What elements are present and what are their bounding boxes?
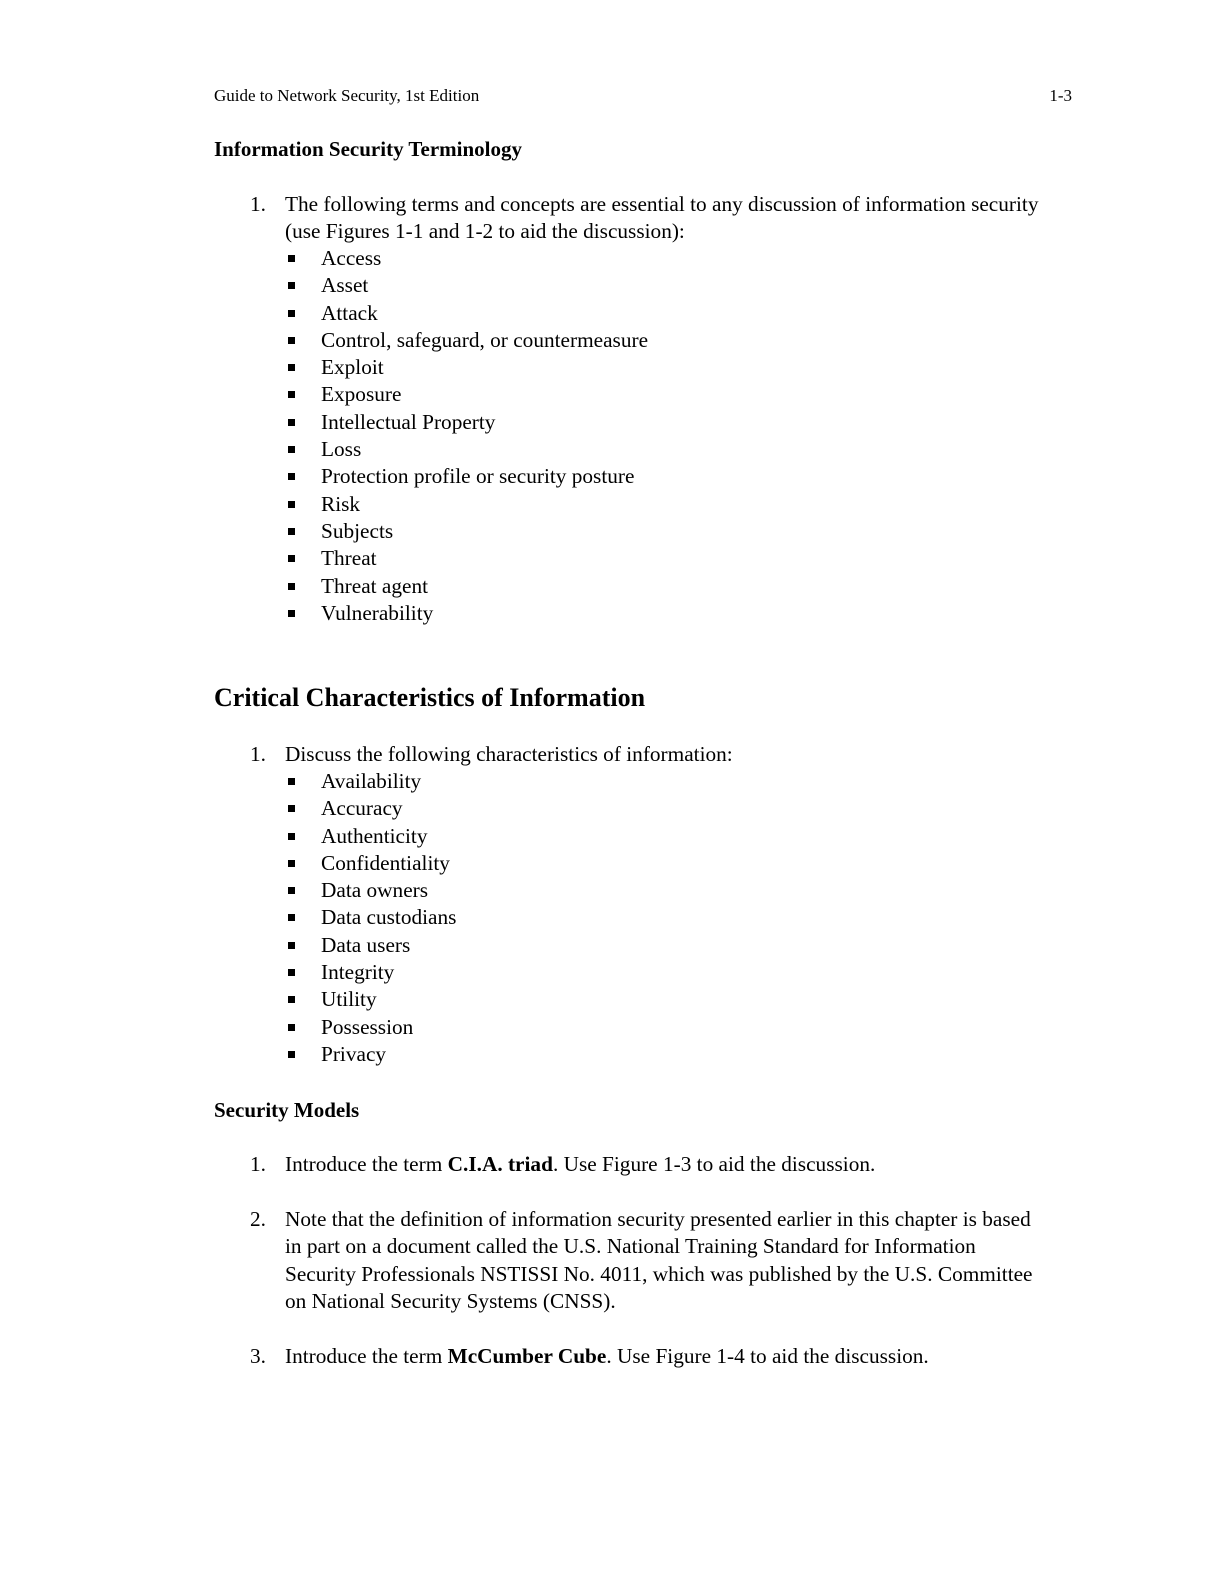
list-item: Control, safeguard, or countermeasure — [286, 327, 648, 354]
security-models-item-1: 1. Introduce the term C.I.A. triad. Use Figure 1-3 to aid the discussion. — [250, 1151, 1130, 1178]
list-item: Access — [286, 245, 648, 272]
item-number: 2. — [250, 1207, 266, 1231]
item-number: 3. — [250, 1344, 266, 1368]
terminology-list — [286, 245, 648, 627]
bullet-square-icon — [288, 1051, 295, 1058]
list-item: Intellectual Property — [286, 409, 648, 436]
bullet-square-icon — [288, 255, 295, 262]
bullet-square-icon — [288, 778, 295, 785]
bullet-square-icon — [288, 337, 295, 344]
bullet-square-icon — [288, 473, 295, 480]
list-item: Risk — [286, 491, 648, 518]
bullet-square-icon — [288, 391, 295, 398]
item-number: 1. — [250, 192, 266, 216]
document-title: Guide to Network Security, 1st Edition — [214, 86, 480, 105]
list-item: Utility — [286, 986, 456, 1013]
bullet-square-icon — [288, 555, 295, 562]
list-item: Exposure — [286, 381, 648, 408]
section-heading-terminology: Information Security Terminology — [214, 137, 522, 161]
list-item: Privacy — [286, 1041, 456, 1068]
bullet-square-icon — [288, 310, 295, 317]
security-models-item-2: 2. Note that the definition of information security presented earlier in this chapter is based in part on a document called the U.S. National Training Standard for Information Security Professionals NSTISSI No. 4011, which was published by the U.S. Committee on National Security Systems (CNSS). — [250, 1207, 1033, 1313]
list-item: Accuracy — [286, 795, 456, 822]
list-item: Confidentiality — [286, 850, 456, 877]
list-item: Threat — [286, 545, 648, 572]
bullet-square-icon — [288, 364, 295, 371]
characteristics-list — [286, 768, 456, 1068]
list-item: Possession — [286, 1014, 456, 1041]
list-item: Vulnerability — [286, 600, 648, 627]
item-text: Discuss the following characteristics of information: — [285, 742, 733, 766]
bullet-square-icon — [288, 446, 295, 453]
section-heading-characteristics: Critical Characteristics of Information — [214, 683, 646, 712]
terminology-item-1 — [250, 191, 1130, 246]
list-item: Threat agent — [286, 573, 648, 600]
security-models-item-3: 3. Introduce the term McCumber Cube. Use Figure 1-4 to aid the discussion. — [250, 1343, 1130, 1370]
characteristics-item-1 — [250, 741, 1130, 768]
bullet-square-icon — [288, 833, 295, 840]
bullet-square-icon — [288, 914, 295, 921]
item-number: 1. — [250, 1152, 266, 1176]
list-item: Subjects — [286, 518, 648, 545]
item-number: 1. — [250, 742, 266, 766]
list-item: Exploit — [286, 354, 648, 381]
bullet-square-icon — [288, 942, 295, 949]
section-heading-security-models: Security Models — [214, 1098, 360, 1122]
bullet-square-icon — [288, 996, 295, 1003]
list-item: Asset — [286, 272, 648, 299]
bullet-square-icon — [288, 583, 295, 590]
term-mccumber-cube: McCumber Cube — [447, 1344, 607, 1368]
list-item: Attack — [286, 300, 648, 327]
page-number: 1-3 — [1049, 86, 1072, 105]
bullet-square-icon — [288, 610, 295, 617]
bullet-square-icon — [288, 860, 295, 867]
list-item: Integrity — [286, 959, 456, 986]
list-item: Data owners — [286, 877, 456, 904]
bullet-square-icon — [288, 805, 295, 812]
bullet-square-icon — [288, 282, 295, 289]
bullet-square-icon — [288, 528, 295, 535]
bullet-square-icon — [288, 969, 295, 976]
term-cia-triad: C.I.A. triad — [447, 1152, 553, 1176]
bullet-square-icon — [288, 419, 295, 426]
list-item: Protection profile or security posture — [286, 463, 648, 490]
list-item: Authenticity — [286, 823, 456, 850]
item-text-line-1: The following terms and concepts are essential to any discussion of information security — [285, 192, 1039, 216]
list-item: Loss — [286, 436, 648, 463]
list-item: Data users — [286, 932, 456, 959]
list-item: Data custodians — [286, 904, 456, 931]
bullet-square-icon — [288, 501, 295, 508]
bullet-square-icon — [288, 887, 295, 894]
page-header — [214, 86, 1072, 106]
item-text-line-2: (use Figures 1-1 and 1-2 to aid the discussion): — [285, 219, 685, 244]
list-item: Availability — [286, 768, 456, 795]
bullet-square-icon — [288, 1024, 295, 1031]
